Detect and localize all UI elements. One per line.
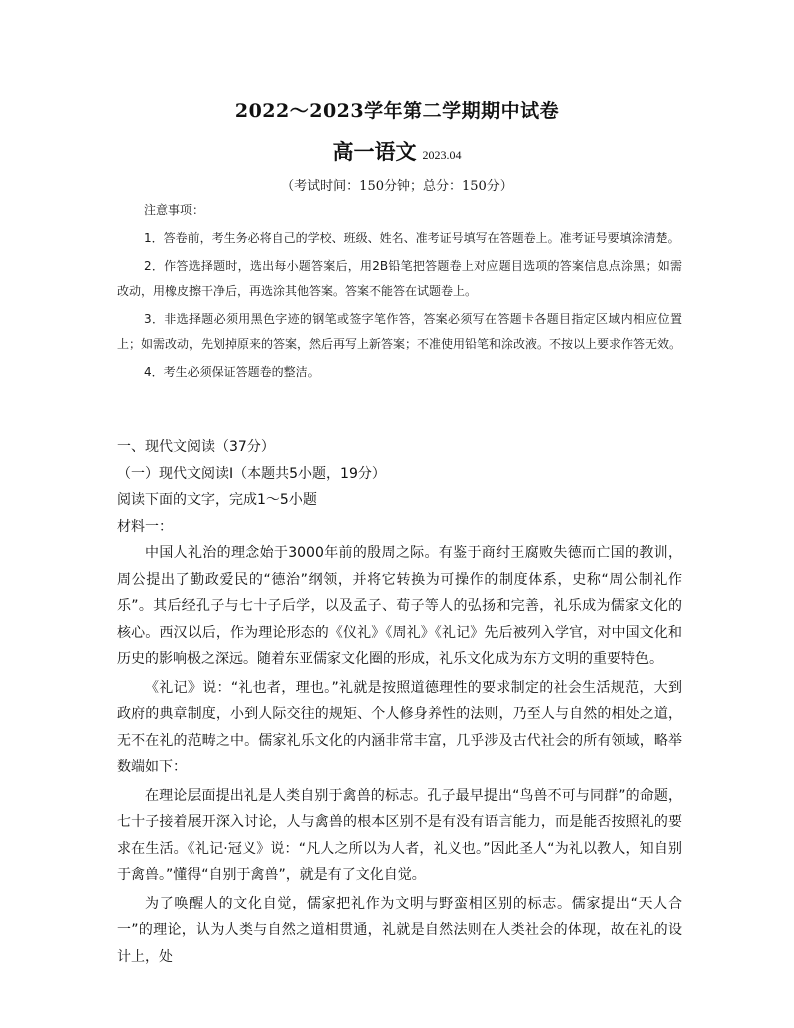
notice-block: [117, 198, 682, 385]
reading-section: [117, 434, 682, 970]
notice-item-2: 2．作答选择题时，选出每小题答案后，用2B铅笔把答题卷上对应题目选项的答案信息点涂黑；如需改动，用橡皮擦干净后，再选涂其他答案。答案不能答在试题卷上。: [117, 259, 682, 298]
passage-paragraph-4: 为了唤醒人的文化自觉，儒家把礼作为文明与野蛮相区别的标志。儒家提出“天人合一”的理论，认为人类与自然之道相贯通，礼就是自然法则在人类社会的体现，故在礼的设计上，处: [117, 895, 682, 965]
material-label: 材料一：: [117, 518, 173, 535]
passage-paragraph-1: 中国人礼治的理念始于3000年前的殷周之际。有鉴于商纣王腐败失德而亡国的教训，周公提出了勤政爱民的“德治”纲领，并将它转换为可操作的制度体系，史称“周公制礼作乐”。其后经孔子与七十子后学，以及孟子、荀子等人的弘扬和完善，礼乐成为儒家文化的核心。西汉以后，作为理论形态的《仪礼》《周礼》《礼记》先后被列入学官，对中国文化和历史的影响极之深远。随着东亚儒家文化圈的形成，礼乐文化成为东方文明的重要特色。: [117, 545, 682, 667]
sub-section-title: （一）现代文阅读I（本题共5小题，19分）: [117, 465, 386, 482]
notice-item-1: 1．答卷前，考生务必将自己的学校、班级、姓名、准考证号填写在答题卷上。准考证号要填涂清楚。: [144, 231, 680, 245]
notice-item-3: 3．非选择题必须用黑色字迹的钢笔或签字笔作答，答案必须写在答题卡各题目指定区域内相应位置上；如需改动，先划掉原来的答案，然后再写上新答案；不准使用铅笔和涂改液。不按以上要求作答无效。: [117, 312, 682, 351]
exam-title: 2022～2023学年第二学期期中试卷: [234, 100, 560, 122]
exam-date: 2023.04: [422, 148, 462, 162]
part-title: 一、现代文阅读（37分）: [117, 439, 275, 455]
reading-instruction: 阅读下面的文字，完成1～5小题: [117, 492, 317, 508]
notice-item-4: 4．考生必须保证答题卷的整洁。: [144, 365, 320, 379]
notice-heading: 注意事项：: [144, 203, 205, 217]
exam-subject-line: [0, 136, 794, 166]
exam-time-and-score: （考试时间：150分钟；总分：150分）: [281, 179, 513, 194]
subject-name: 高一语文: [332, 139, 417, 164]
passage-paragraph-3: 在理论层面提出礼是人类自别于禽兽的标志。孔子最早提出“鸟兽不可与同群”的命题，七十子接着展开深入讨论，人与禽兽的根本区别不是有没有语言能力，而是能否按照礼的要求在生活。《礼记·冠义》说：“凡人之所以为人者，礼义也。”因此圣人“为礼以教人，知自别于禽兽。”懂得“自别于禽兽”，就是有了文化自觉。: [117, 787, 682, 883]
passage-paragraph-2: 《礼记》说：“礼也者，理也。”礼就是按照道德理性的要求制定的社会生活规范，大到政府的典章制度，小到人际交往的规矩、个人修身养性的法则，乃至人与自然的相处之道，无不在礼的范畴之中。儒家礼乐文化的内涵非常丰富，几乎涉及古代社会的所有领域，略举数端如下：: [117, 679, 682, 775]
